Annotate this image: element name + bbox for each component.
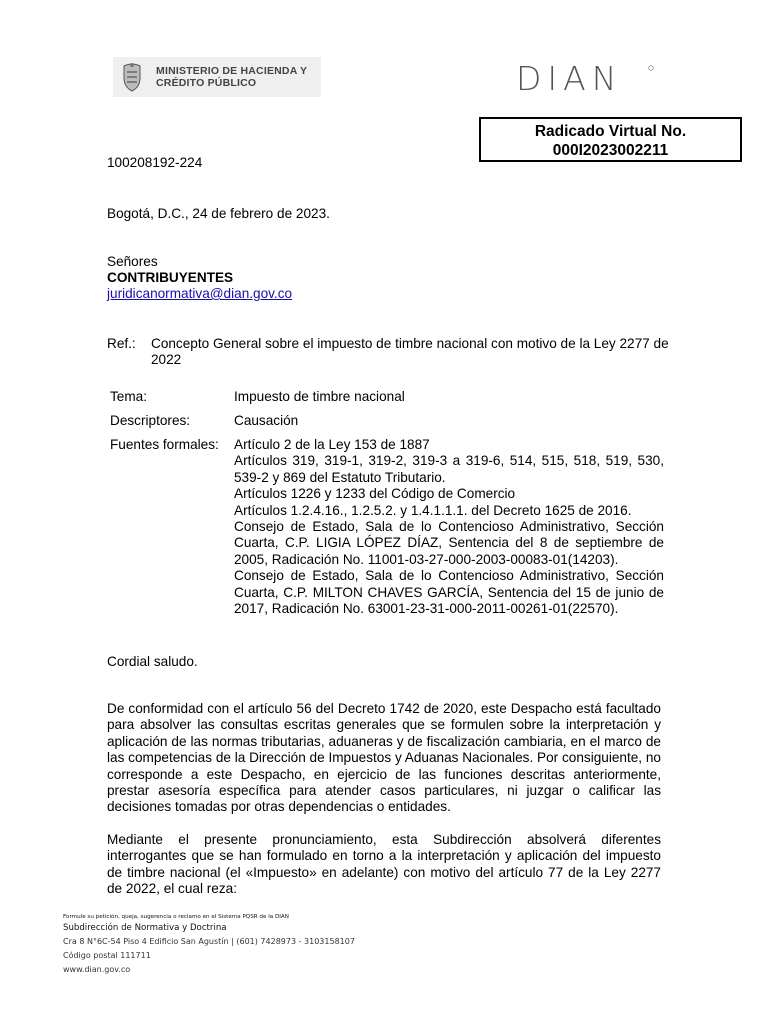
ministry-name-line1: MINISTERIO DE HACIENDA Y: [156, 65, 308, 77]
fuentes-label: Fuentes formales:: [110, 437, 219, 452]
dian-logo: [516, 62, 656, 94]
paragraph-2: Mediante el presente pronunciamiento, esta Subdirección absolverá diferentes interrogantes que se han formulado en torno a la interpretación y aplicación del impuesto de timbre nacional (el «Impuesto» en adelante) con motivo del artículo 77 de la Ley 2277 de 2022, el cual reza:: [107, 832, 661, 897]
tema-label: Tema:: [110, 389, 148, 404]
radicado-number: 000I2023002211: [552, 142, 669, 159]
dian-logo-text: DIAN: [516, 62, 623, 94]
descriptores-label: Descriptores:: [110, 413, 191, 428]
fuente-item: Artículos 1226 y 1233 del Código de Comercio: [234, 486, 516, 502]
fuentes-list: [234, 437, 664, 617]
radicado-label: Radicado Virtual No.: [534, 123, 687, 140]
paragraph-1: De conformidad con el artículo 56 del Decreto 1742 de 2020, este Despacho está facultado para absolver las consultas escritas generales que se formulen sobre la interpretación y aplicación de las normas tributarias, aduaneras y de fiscalización cambiaria, en el marco de las competencias de la Dirección de Impuestos y Aduanas Nacionales. Por consiguiente, no corresponde a este Despacho, en ejercicio de las funciones descritas anteriormente, prestar asesoría específica para atender casos particulares, ni juzgar o calificar las decisiones tomadas por otras dependencias o entidades.: [107, 701, 661, 815]
footer-office: Subdirección de Normativa y Doctrina: [63, 923, 227, 933]
reference-number: 100208192-224: [107, 155, 203, 170]
fuente-item: Consejo de Estado, Sala de lo Contencioso Administrativo, Sección Cuarta, C.P. MILTON CHAVES GARCÍA, Sentencia del 15 de junio de 2017, Radicación No. 63001-23-31-000-2011-00261-01(22570).: [234, 568, 664, 617]
email-link[interactable]: juridicanormativa@dian.gov.co: [107, 286, 293, 301]
footer-pqsr-note: Formule su petición, queja, sugerencia o reclamo en el Sistema PQSR de la DIAN: [63, 914, 289, 920]
recipient: CONTRIBUYENTES: [107, 270, 234, 285]
coat-of-arms-icon: [118, 62, 146, 92]
greeting: Cordial saludo.: [107, 654, 198, 669]
city-date: Bogotá, D.C., 24 de febrero de 2023.: [107, 206, 330, 221]
footer-postal-code: Código postal 111711: [63, 951, 151, 960]
tema-value: Impuesto de timbre nacional: [234, 389, 405, 404]
salutation: Señores: [107, 254, 158, 269]
ministry-name: [156, 65, 307, 89]
footer-website-link[interactable]: www.dian.gov.co: [63, 965, 131, 974]
ministry-name-line2: CRÉDITO PÚBLICO: [156, 77, 257, 89]
ref-label: Ref.:: [107, 336, 136, 351]
fuente-item: Consejo de Estado, Sala de lo Contencioso Administrativo, Sección Cuarta, C.P. LIGIA LÓPEZ DÍAZ, Sentencia del 8 de septiembre de 2005, Radicación No. 11001-03-27-000-2003-00083-01(14203).: [234, 519, 664, 567]
radicado-box: [479, 117, 742, 162]
fuente-item: Artículos 319, 319-1, 319-2, 319-3 a 319-6, 514, 515, 518, 519, 530, 539-2 y 869 del Estatuto Tributario.: [234, 453, 664, 485]
fuente-item: Artículos 1.2.4.16., 1.2.5.2. y 1.4.1.1.1. del Decreto 1625 de 2016.: [234, 502, 632, 518]
descriptores-value: Causación: [234, 413, 299, 428]
footer-address: Cra 8 N°6C-54 Piso 4 Edificio San Agustín | (601) 7428973 - 3103158107: [63, 937, 355, 946]
fuente-item: Artículo 2 de la Ley 153 de 1887: [234, 437, 430, 452]
ref-subject: Concepto General sobre el impuesto de timbre nacional con motivo de la Ley 2277 de 2022: [151, 336, 669, 368]
